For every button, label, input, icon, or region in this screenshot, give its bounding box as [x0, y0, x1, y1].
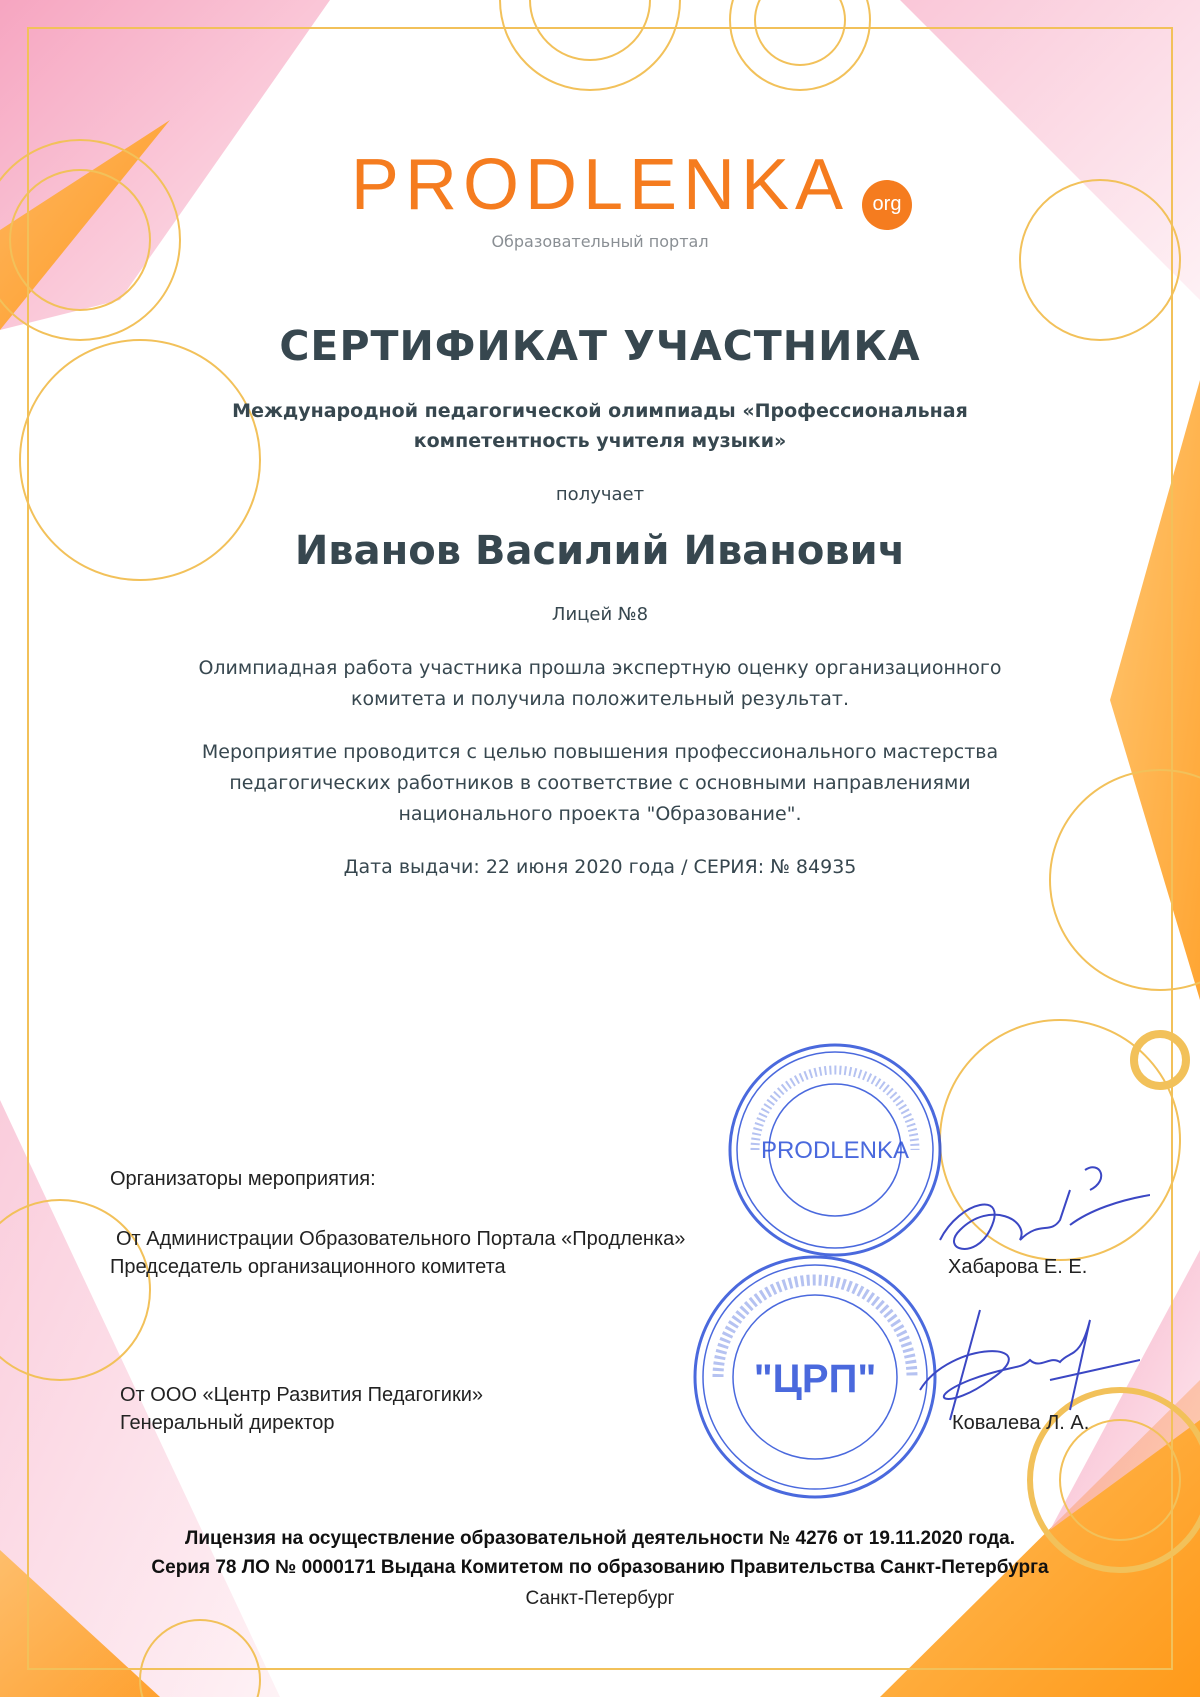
subtitle-line: Международной педагогической олимпиады «Профессиональная: [232, 400, 968, 422]
issue-date-series: Дата выдачи: 22 июня 2020 года / СЕРИЯ: № 84935: [343, 856, 857, 878]
organizer-2-position: Генеральный директор: [120, 1412, 335, 1434]
evaluation-paragraph: [0, 653, 1200, 715]
organizer-2-line1: От ООО «Центр Развития Педагогики»: [120, 1384, 484, 1406]
recipient-name: Иванов Василий Иванович: [294, 528, 906, 574]
stamp-center-text: PRODLENKA: [760, 1137, 910, 1164]
paragraph-line: Мероприятие проводится с целью повышения профессионального мастерства: [201, 741, 999, 763]
organizer-2-signer: Ковалева Л. А.: [952, 1412, 1090, 1434]
license-line: Лицензия на осуществление образовательной деятельности № 4276 от 19.11.2020 года.: [184, 1528, 1016, 1549]
stamp-center-text: "ЦРП": [753, 1357, 877, 1401]
organizers-heading: Организаторы мероприятия:: [110, 1168, 376, 1190]
signature-khabarova: [920, 1160, 1150, 1270]
crp-stamp: [690, 1252, 940, 1502]
subtitle-line: компетентность учителя музыки»: [413, 430, 787, 452]
paragraph-line: комитета и получила положительный результат.: [351, 688, 849, 710]
organizer-1-position: Председатель организационного комитета: [110, 1256, 506, 1278]
receives-label: получает: [555, 484, 645, 505]
signature-kovaleva: [910, 1300, 1140, 1450]
prodlenka-stamp: [725, 1040, 945, 1260]
paragraph-line: педагогических работников в соответствие с основными направлениями: [229, 772, 971, 794]
olympiad-name: [0, 396, 1200, 456]
organizer-1-line1: От Администрации Образовательного Портала «Продленка»: [116, 1228, 686, 1250]
paragraph-line: национального проекта "Образование".: [398, 803, 802, 825]
license-line: Серия 78 ЛО № 0000171 Выдана Комитетом по образованию Правительства Санкт-Петербурга: [151, 1557, 1049, 1578]
organizer-1-signer: Хабарова Е. Е.: [948, 1256, 1088, 1278]
purpose-paragraph: [0, 737, 1200, 830]
city: Санкт-Петербург: [525, 1588, 675, 1609]
certificate-title: СЕРТИФИКАТ УЧАСТНИКА: [279, 322, 921, 370]
prodlenka-logo: PRODLENKA: [350, 145, 850, 225]
institution: Лицей №8: [551, 604, 649, 625]
logo-org-badge: org: [862, 180, 912, 230]
paragraph-line: Олимпиадная работа участника прошла экспертную оценку организационного: [198, 657, 1002, 679]
logo-tagline: Образовательный портал: [491, 232, 709, 251]
license-info: [0, 1524, 1200, 1582]
